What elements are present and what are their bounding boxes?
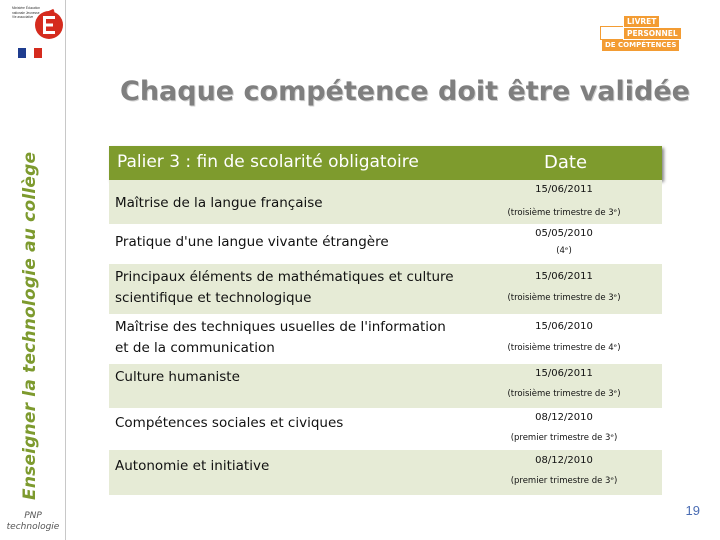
period-value: (troisième trimestre de 3ᵉ)	[507, 208, 621, 218]
logo-line3: DE COMPÉTENCES	[602, 40, 679, 51]
period-value: (premier trimestre de 3ᵉ)	[510, 476, 618, 486]
period-value: (premier trimestre de 3ᵉ)	[510, 433, 618, 443]
period-value: (troisième trimestre de 3ᵉ)	[507, 293, 621, 303]
french-flag-icon	[18, 48, 42, 58]
header-date: Date	[544, 152, 588, 173]
date-value: 08/12/2010	[535, 412, 593, 423]
date-value: 15/06/2011	[535, 184, 593, 195]
table-row	[109, 450, 662, 495]
period-value: (troisième trimestre de 4ᵉ)	[507, 343, 621, 353]
table-row	[109, 314, 662, 364]
ministry-logo	[8, 4, 64, 58]
table-header	[109, 146, 662, 180]
table-row	[109, 180, 662, 224]
date-value: 15/06/2011	[535, 368, 593, 379]
competence-label: Autonomie et initiative	[115, 458, 270, 474]
competence-label: Compétences sociales et civiques	[115, 415, 344, 431]
table-row	[109, 264, 662, 314]
table-row	[109, 408, 662, 450]
education-e-logo-icon	[34, 8, 64, 42]
date-value: 15/06/2010	[535, 321, 593, 332]
competence-label: Maîtrise des techniques usuelles de l'information et de la communication	[115, 319, 446, 356]
livret-competences-logo	[600, 16, 692, 58]
pnp-label	[0, 511, 66, 533]
page-title: Chaque compétence doit être validée	[120, 76, 690, 107]
header-competence: Palier 3 : fin de scolarité obligatoire	[117, 152, 419, 172]
table-row	[109, 364, 662, 408]
table-row	[109, 224, 662, 264]
logo-frame	[600, 26, 623, 40]
competence-label: Culture humaniste	[115, 369, 240, 385]
pnp-label-line2: technologie	[6, 522, 60, 532]
logo-line2: PERSONNEL	[624, 28, 681, 39]
competence-label: Principaux éléments de mathématiques et culture scientifique et technologique	[115, 269, 454, 306]
pnp-label-line1: PNP	[24, 511, 42, 521]
date-value: 15/06/2011	[535, 271, 593, 282]
slide-number: 19	[685, 503, 700, 518]
vertical-title: Enseigner la technologie au collège	[20, 151, 40, 500]
ministry-text: Ministère Éducation nationale Jeunesse Vie associative	[12, 6, 40, 20]
competence-label: Pratique d'une langue vivante étrangère	[115, 234, 389, 250]
competence-table	[109, 146, 662, 495]
sidebar	[0, 0, 66, 540]
date-value: 08/12/2010	[535, 455, 593, 466]
competence-label: Maîtrise de la langue française	[115, 195, 323, 211]
period-value: (troisième trimestre de 3ᵉ)	[507, 389, 621, 399]
logo-line1: LIVRET	[624, 16, 659, 27]
sidebar-divider	[65, 0, 66, 540]
date-value: 05/05/2010	[535, 228, 593, 239]
period-value: (4ᵉ)	[556, 246, 572, 256]
